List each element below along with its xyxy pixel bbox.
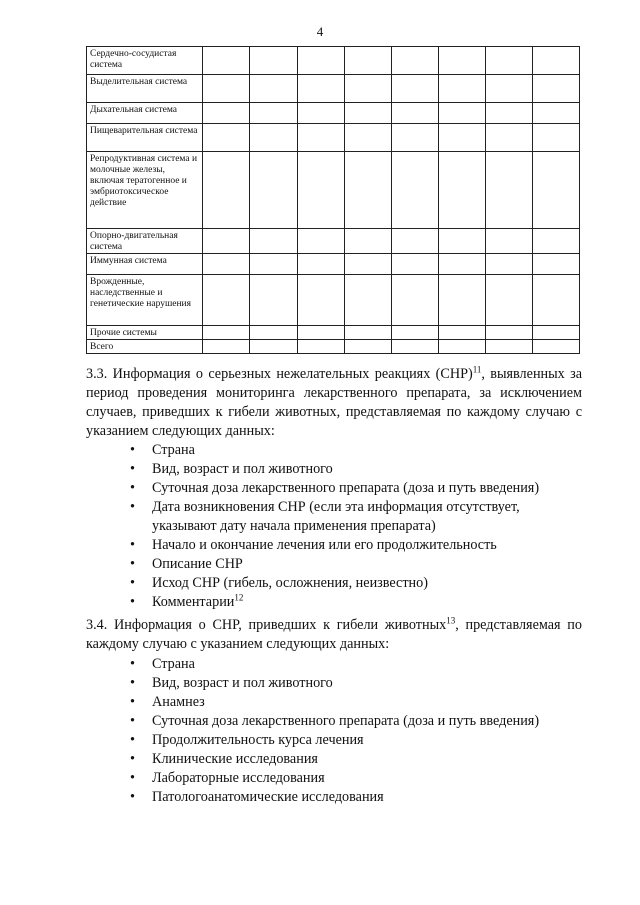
list-item bbox=[130, 655, 582, 674]
empty-cell bbox=[344, 124, 391, 152]
empty-cell bbox=[391, 326, 438, 340]
list-item-text: Продолжительность курса лечения bbox=[152, 732, 364, 748]
list-item bbox=[130, 712, 582, 731]
bullet-icon: • bbox=[130, 770, 135, 786]
list-item bbox=[130, 498, 582, 536]
list-item-text: Начало и окончание лечения или его продолжительность bbox=[152, 537, 497, 553]
list-item-text: Вид, возраст и пол животного bbox=[152, 461, 333, 477]
system-label: Опорно-двигательная система bbox=[87, 229, 203, 254]
empty-cell bbox=[250, 275, 297, 326]
empty-cell bbox=[391, 124, 438, 152]
footnote-marker: 13 bbox=[446, 615, 456, 626]
section-3-4-paragraph bbox=[86, 616, 582, 654]
empty-cell bbox=[297, 275, 344, 326]
bullet-icon: • bbox=[130, 461, 135, 477]
list-item bbox=[130, 788, 582, 807]
empty-cell bbox=[297, 124, 344, 152]
system-label: Пищеварительная система bbox=[87, 124, 203, 152]
table-row bbox=[87, 326, 580, 340]
empty-cell bbox=[532, 254, 579, 275]
empty-cell bbox=[250, 152, 297, 229]
list-item bbox=[130, 674, 582, 693]
system-label: Иммунная система bbox=[87, 254, 203, 275]
empty-cell bbox=[203, 103, 250, 124]
list-item-text: Анамнез bbox=[152, 694, 205, 710]
empty-cell bbox=[532, 47, 579, 75]
empty-cell bbox=[391, 254, 438, 275]
section-3-4-text-before: 3.4. Информация о СНР, приведших к гибели животных bbox=[86, 617, 447, 633]
empty-cell bbox=[532, 229, 579, 254]
empty-cell bbox=[344, 326, 391, 340]
empty-cell bbox=[391, 47, 438, 75]
bullet-icon: • bbox=[130, 713, 135, 729]
system-label: Всего bbox=[87, 340, 203, 354]
list-item bbox=[130, 460, 582, 479]
bullet-icon: • bbox=[130, 751, 135, 767]
bullet-icon: • bbox=[130, 694, 135, 710]
section-3-3-paragraph bbox=[86, 365, 582, 441]
empty-cell bbox=[438, 124, 485, 152]
bullet-icon: • bbox=[130, 732, 135, 748]
empty-cell bbox=[344, 75, 391, 103]
empty-cell bbox=[203, 124, 250, 152]
empty-cell bbox=[344, 103, 391, 124]
empty-cell bbox=[485, 340, 532, 354]
empty-cell bbox=[344, 152, 391, 229]
empty-cell bbox=[485, 152, 532, 229]
footnote-marker: 11 bbox=[472, 364, 482, 375]
empty-cell bbox=[344, 47, 391, 75]
list-item bbox=[130, 574, 582, 593]
table-row bbox=[87, 103, 580, 124]
table-row bbox=[87, 340, 580, 354]
empty-cell bbox=[438, 103, 485, 124]
list-item-text: Лабораторные исследования bbox=[152, 770, 325, 786]
section-3-3-text-after: , выявленных за период проведения мониторинга лекарственного препарата, за исключением случаев, приведших к гибели животных, представляемая по каждому случаю с указанием следующих данных: bbox=[86, 366, 583, 439]
empty-cell bbox=[297, 340, 344, 354]
empty-cell bbox=[391, 340, 438, 354]
empty-cell bbox=[532, 75, 579, 103]
empty-cell bbox=[485, 103, 532, 124]
bullet-icon: • bbox=[130, 499, 135, 515]
empty-cell bbox=[250, 75, 297, 103]
table-row bbox=[87, 275, 580, 326]
list-item-text: Суточная доза лекарственного препарата (доза и путь введения) bbox=[152, 480, 540, 496]
empty-cell bbox=[250, 254, 297, 275]
list-item-text: Дата возникновения СНР (если эта информация отсутствует, указывают дату начала применения препарата) bbox=[152, 499, 520, 534]
empty-cell bbox=[485, 254, 532, 275]
empty-cell bbox=[297, 47, 344, 75]
table-row bbox=[87, 254, 580, 275]
empty-cell bbox=[485, 326, 532, 340]
empty-cell bbox=[485, 75, 532, 103]
empty-cell bbox=[344, 254, 391, 275]
empty-cell bbox=[391, 103, 438, 124]
empty-cell bbox=[485, 275, 532, 326]
system-label: Врожденные, наследственные и генетические нарушения bbox=[87, 275, 203, 326]
system-label: Репродуктивная система и молочные железы, включая тератогенное и эмбриотоксическое действие bbox=[87, 152, 203, 229]
system-label: Выделительная система bbox=[87, 75, 203, 103]
system-label: Прочие системы bbox=[87, 326, 203, 340]
bullet-icon: • bbox=[130, 594, 135, 610]
list-item-text: Патологоанатомические исследования bbox=[152, 789, 384, 805]
system-label: Сердечно-сосудистая система bbox=[87, 47, 203, 75]
empty-cell bbox=[250, 124, 297, 152]
bullet-icon: • bbox=[130, 480, 135, 496]
empty-cell bbox=[438, 340, 485, 354]
list-item-text: Вид, возраст и пол животного bbox=[152, 675, 333, 691]
section-3-4-text-after: , представляемая по каждому случаю с указанием следующих данных: bbox=[86, 617, 582, 652]
list-item bbox=[130, 479, 582, 498]
empty-cell bbox=[532, 124, 579, 152]
section-3-3-text-before: 3.3. Информация о серьезных нежелательных реакциях (СНР) bbox=[86, 366, 473, 382]
bullet-icon: • bbox=[130, 537, 135, 553]
empty-cell bbox=[438, 275, 485, 326]
bullet-icon: • bbox=[130, 556, 135, 572]
empty-cell bbox=[297, 152, 344, 229]
list-item-text: Клинические исследования bbox=[152, 751, 318, 767]
section-3-3-list bbox=[130, 441, 582, 612]
empty-cell bbox=[532, 152, 579, 229]
bullet-icon: • bbox=[130, 656, 135, 672]
empty-cell bbox=[391, 229, 438, 254]
empty-cell bbox=[250, 326, 297, 340]
system-label: Дыхательная система bbox=[87, 103, 203, 124]
empty-cell bbox=[250, 47, 297, 75]
empty-cell bbox=[532, 340, 579, 354]
empty-cell bbox=[203, 340, 250, 354]
empty-cell bbox=[391, 275, 438, 326]
empty-cell bbox=[203, 75, 250, 103]
table-row bbox=[87, 152, 580, 229]
list-item bbox=[130, 593, 582, 612]
empty-cell bbox=[203, 254, 250, 275]
list-item-text: Исход СНР (гибель, осложнения, неизвестно) bbox=[152, 575, 428, 591]
empty-cell bbox=[532, 275, 579, 326]
empty-cell bbox=[297, 326, 344, 340]
list-item bbox=[130, 750, 582, 769]
list-item-text: Суточная доза лекарственного препарата (доза и путь введения) bbox=[152, 713, 540, 729]
empty-cell bbox=[438, 152, 485, 229]
empty-cell bbox=[250, 103, 297, 124]
empty-cell bbox=[203, 152, 250, 229]
bullet-icon: • bbox=[130, 442, 135, 458]
table-row bbox=[87, 229, 580, 254]
empty-cell bbox=[485, 124, 532, 152]
empty-cell bbox=[438, 75, 485, 103]
empty-cell bbox=[391, 75, 438, 103]
empty-cell bbox=[203, 275, 250, 326]
list-item bbox=[130, 441, 582, 460]
empty-cell bbox=[344, 275, 391, 326]
empty-cell bbox=[297, 75, 344, 103]
list-item bbox=[130, 693, 582, 712]
empty-cell bbox=[438, 229, 485, 254]
list-item-text: Описание СНР bbox=[152, 556, 243, 572]
list-item bbox=[130, 555, 582, 574]
empty-cell bbox=[532, 326, 579, 340]
system-table bbox=[86, 46, 580, 354]
empty-cell bbox=[391, 152, 438, 229]
empty-cell bbox=[438, 254, 485, 275]
empty-cell bbox=[203, 229, 250, 254]
page-number: 4 bbox=[316, 24, 324, 39]
empty-cell bbox=[297, 229, 344, 254]
bullet-icon: • bbox=[130, 675, 135, 691]
section-3-4-list bbox=[130, 655, 582, 807]
empty-cell bbox=[344, 340, 391, 354]
empty-cell bbox=[250, 340, 297, 354]
empty-cell bbox=[297, 103, 344, 124]
empty-cell bbox=[438, 326, 485, 340]
list-item bbox=[130, 731, 582, 750]
footnote-marker: 12 bbox=[234, 592, 244, 603]
empty-cell bbox=[485, 229, 532, 254]
list-item-text: Страна bbox=[152, 656, 195, 672]
list-item bbox=[130, 769, 582, 788]
empty-cell bbox=[485, 47, 532, 75]
list-item-text: Страна bbox=[152, 442, 195, 458]
empty-cell bbox=[250, 229, 297, 254]
empty-cell bbox=[438, 47, 485, 75]
table-row bbox=[87, 47, 580, 75]
empty-cell bbox=[203, 47, 250, 75]
empty-cell bbox=[532, 103, 579, 124]
list-item-text: Комментарии bbox=[152, 594, 235, 610]
empty-cell bbox=[344, 229, 391, 254]
table-row bbox=[87, 124, 580, 152]
bullet-icon: • bbox=[130, 789, 135, 805]
list-item bbox=[130, 536, 582, 555]
empty-cell bbox=[203, 326, 250, 340]
bullet-icon: • bbox=[130, 575, 135, 591]
table-row bbox=[87, 75, 580, 103]
empty-cell bbox=[297, 254, 344, 275]
